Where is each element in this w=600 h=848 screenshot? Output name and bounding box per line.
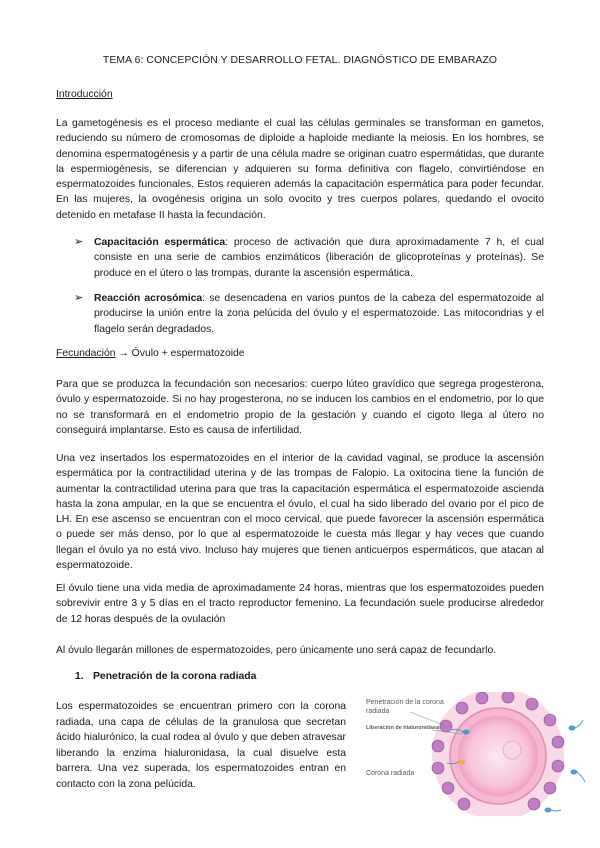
fecundacion-paragraph-3: El óvulo tiene una vida media de aproximadamente 24 horas, mientras que los espermatozoides pueden sobrevivir entre 3 y 5 días en el tracto reproductor femenino. La fecundación suele producirse alrededor de 12 horas después de la ovulación xyxy=(56,583,544,625)
section-title: Penetración de la corona radiada xyxy=(93,671,257,682)
fecundacion-paragraph-4: Al óvulo llegarán millones de espermatozoides, pero únicamente uno será capaz de fecundarlo. xyxy=(56,645,497,656)
bullet-reaccion xyxy=(74,291,544,337)
corona-radiada-illustration xyxy=(358,692,586,816)
fecundacion-heading-label: Fecundación xyxy=(56,348,116,359)
bullet-term: Capacitación espermática xyxy=(94,237,226,248)
bullet-text: : se desencadena en varios puntos de la cabeza del espermatozoide al producirse la unión entre la zona pelúcida del óvulo y el espermatozoide. Las mitocondrias y el flagelo serán degradados. xyxy=(94,293,544,335)
fecundacion-paragraph-2: Una vez insertados los espermatozoides en el interior de la cavidad vaginal, se produce la ascensión espermática por la contractilidad uterina y de las trompas de Falopio. La oxitocina tiene la función de aumentar la contractilidad uterina para que tras la capacitación espermática el espermatozoide ascienda hasta la zona ampular, en la que se encuentra el óvulo, el cual ha sido liberado del ovario por el pico de LH. En ese ascenso se encuentran con el moco cervical, que puede favorecer la ascensión espermática o puede ser más denso, por lo que al espermatozoide le cuesta más llegar y hay veces que cuando llegan el óvulo ya no está vivo. Incluso hay mujeres que tienen anticuerpos espermáticos, que atacan al espermatozoide. xyxy=(56,453,544,572)
bullet-term: Reacción acrosómica xyxy=(94,293,203,304)
intro-heading: Introducción xyxy=(56,89,113,100)
ovum xyxy=(458,716,538,796)
bullet-text: : proceso de activación que dura aproximadamente 7 h, el cual consiste en una serie de cambios enzimáticos (liberación de glicoproteínas y proteínas). Se produce en el útero o las trompas, durante la ascensión espermática. xyxy=(94,237,544,279)
section-number: 1. xyxy=(75,671,84,682)
label-hialuronidasa: Liberación de hialuronidasa xyxy=(366,725,440,731)
bullet-arrow-icon: ➢ xyxy=(74,292,84,304)
fecundacion-paragraph-1: Para que se produzca la fecundación son necesarios: cuerpo lúteo gravídico que segrega progesterona, óvulo y espermatozoide. Si no hay progesterona, no se inducen los cambios en el endometrio, por lo que no se transformará en el endometrio propio de la gestación y cuando el cigoto llega al útero no conseguirá implantarse. Esto es causa de infertilidad. xyxy=(56,379,544,436)
bullet-capacitacion xyxy=(74,235,544,281)
intro-paragraph: La gametogénesis es el proceso mediante el cual las células germinales se transforman en gametos, reduciendo su número de cromosomas de diploide a haploide mediante la meiosis. En los hombres, se denomina espermatogénesis y a partir de una célula madre se originan cuatro espermátidas, que durante la espermiogénesis, se diferencian y adquieren su forma definitiva con flagelo, convirtiéndose en espermatozoides funcionales. Estos requieren además la capacitación espermática para poder fecundar. En las mujeres, la ovogénesis origina un solo ovocito y tres cuerpos polares, quedando el ovocito detenido en metafase II hasta la fecundación. xyxy=(56,118,544,221)
document-title: TEMA 6: CONCEPCIÓN Y DESARROLLO FETAL. DIAGNÓSTICO DE EMBARAZO xyxy=(102,55,498,66)
fecundacion-heading xyxy=(56,348,245,359)
section-1-paragraph: Los espermatozoides se encuentran primero con la corona radiada, una capa de células de la granulosa que secretan ácido hialurónico, la cual rodea al óvulo y que deben atravesar liberando la enzima hialuronidasa, la cual disuelve esta barrera. Una vez superada, los espermatozoides entran en contacto con la zona pelúcida. xyxy=(56,701,346,790)
fecundacion-heading-rest: Óvulo + espermatozoide xyxy=(128,348,245,359)
ovum-nucleus xyxy=(503,741,521,759)
label-penetracion: Penetración de la corona radiada xyxy=(366,699,444,715)
section-1-heading xyxy=(75,671,256,682)
right-arrow-icon: → xyxy=(118,348,129,359)
label-corona-radiada: Corona radiada xyxy=(366,770,415,777)
bullet-arrow-icon: ➢ xyxy=(74,236,84,248)
